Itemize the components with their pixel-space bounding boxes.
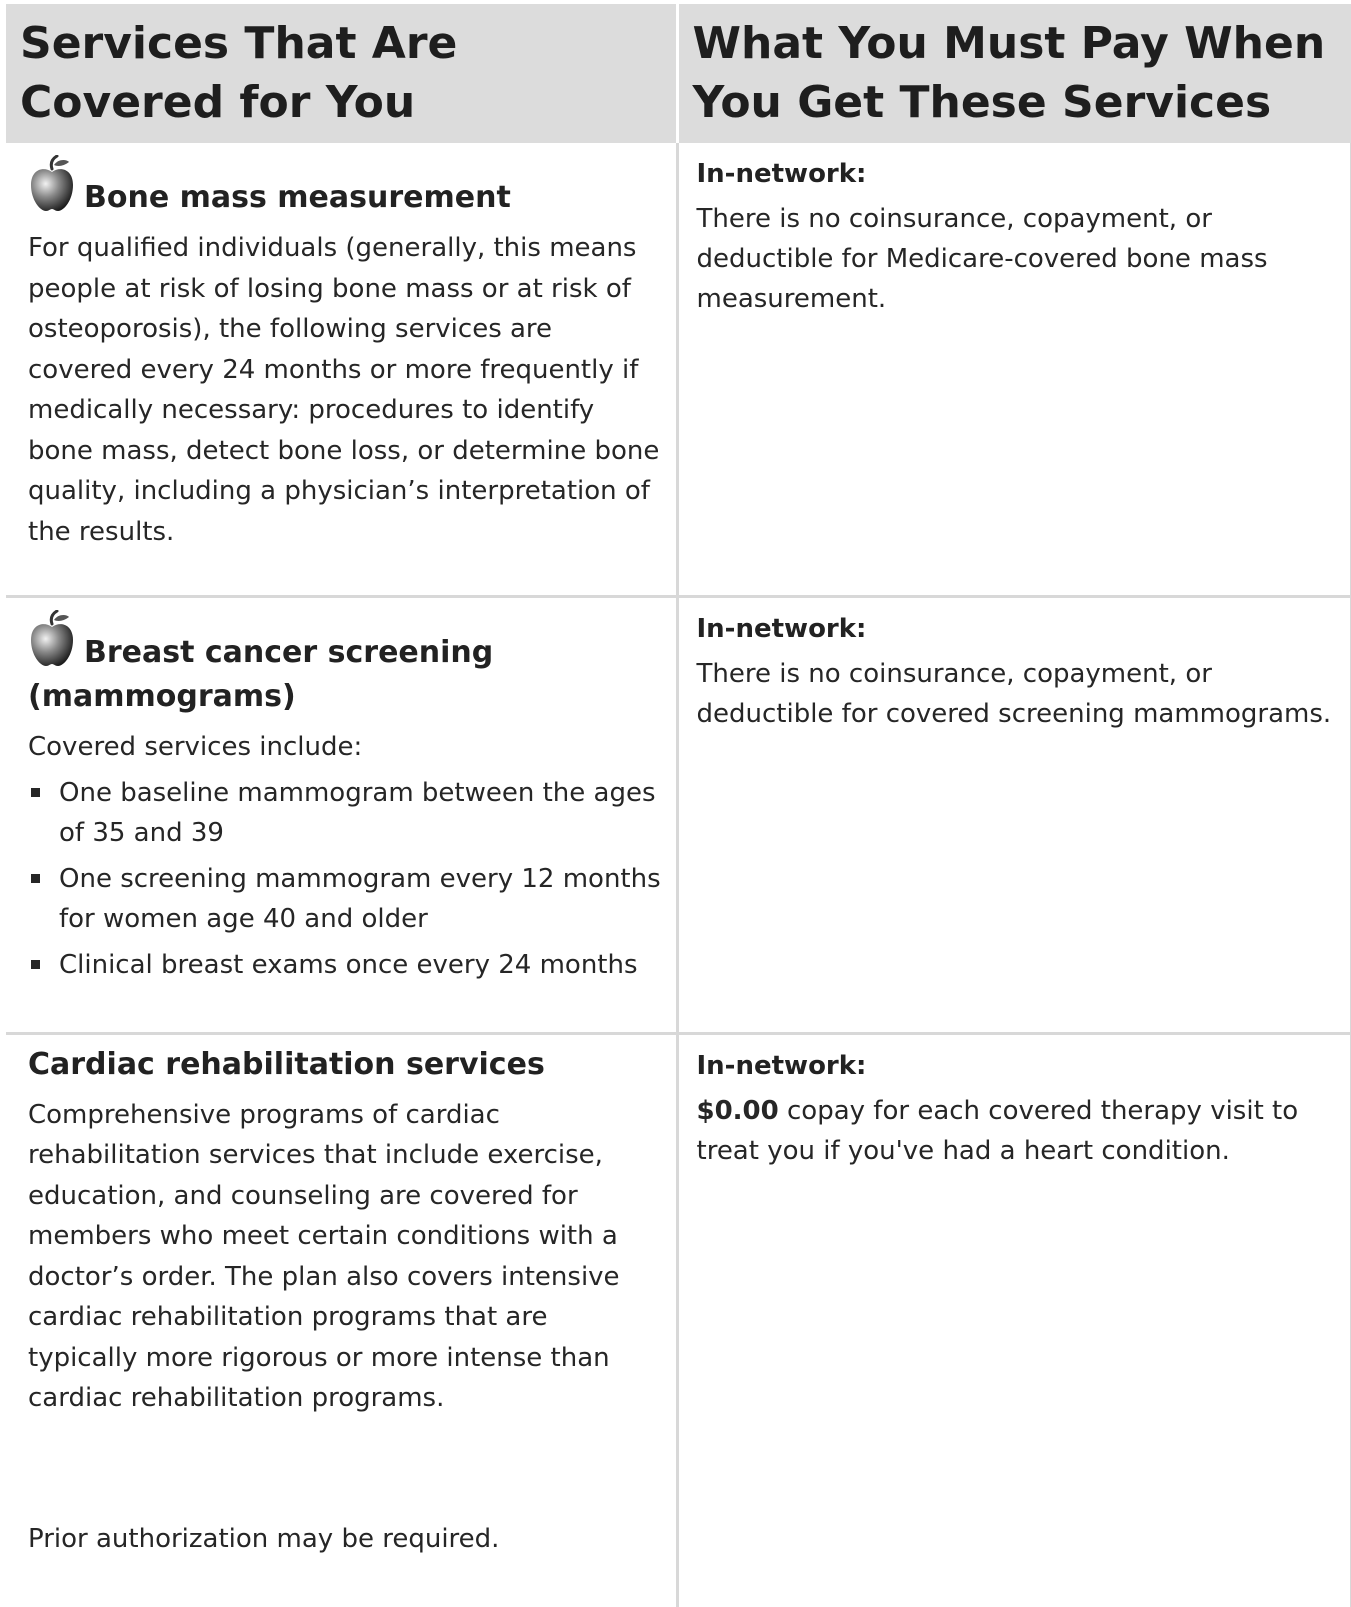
service-description: Comprehensive programs of cardiac rehabilitation services that include exercise, education, and counseling are covered for members who meet certain conditions with a doctor’s order. The plan also covers intensive cardiac rehabilitation programs that are typically more rigorous or more intense than cardiac rehabilitation programs. [28,1099,620,1413]
table-row-bone-mass [6,143,1351,596]
copay-description: copay for each covered therapy visit to treat you if you've had a heart condition. [696,1095,1299,1166]
service-title-text: Breast cancer screening (mammograms) [28,634,494,714]
service-title [28,155,664,220]
cost-description: There is no coinsurance, copayment, or deductible for Medicare-covered bone mass measurement. [696,204,1268,314]
covered-services-list [28,773,664,985]
list-item [28,945,664,985]
in-network-label: In-network: [696,1050,867,1081]
list-item-text: One screening mammogram every 12 months for women age 40 and older [59,864,661,934]
table-header-row [6,4,1351,143]
service-cell [6,1033,677,1607]
service-description: For qualified individuals (generally, this means people at risk of losing bone mass or at risk of osteoporosis), the following services are covered every 24 months or more frequently if medically necessary: procedures to identify bone mass, detect bone loss, or determine bone quality, including a physician’s interpretation of the results. [28,233,660,547]
list-item-text: Clinical breast exams once every 24 months [59,950,638,980]
prior-authorization-note: Prior authorization may be required. [28,1523,500,1554]
service-title: Cardiac rehabilitation services [28,1046,545,1082]
in-network-label: In-network: [696,613,867,644]
header-services-covered: Services That Are Covered for You [6,4,677,143]
benefits-table [6,4,1351,1607]
service-cell [6,143,677,596]
list-item-text: One baseline mammogram between the ages of 35 and 39 [59,778,656,848]
cost-description [697,1091,1338,1171]
header-what-you-pay: What You Must Pay When You Get These Services [677,4,1351,143]
apple-icon [28,155,76,213]
service-title-text: Bone mass measurement [84,180,511,215]
bullet-icon [31,960,40,969]
cost-cell [677,1033,1351,1607]
cost-cell [677,143,1351,596]
service-cell [6,596,677,1033]
cost-description: There is no coinsurance, copayment, or deductible for covered screening mammograms. [696,658,1332,729]
in-network-label: In-network: [696,159,867,189]
bullet-icon [31,788,40,797]
table-row-cardiac-rehab [6,1033,1351,1607]
cost-cell [677,596,1351,1033]
table-row-breast-cancer [6,596,1351,1033]
apple-icon [28,610,76,668]
list-item [28,773,664,853]
service-title [28,610,664,719]
service-intro: Covered services include: [28,731,363,762]
bullet-icon [31,874,40,883]
list-item [28,859,664,939]
copay-amount: $0.00 [696,1095,779,1126]
